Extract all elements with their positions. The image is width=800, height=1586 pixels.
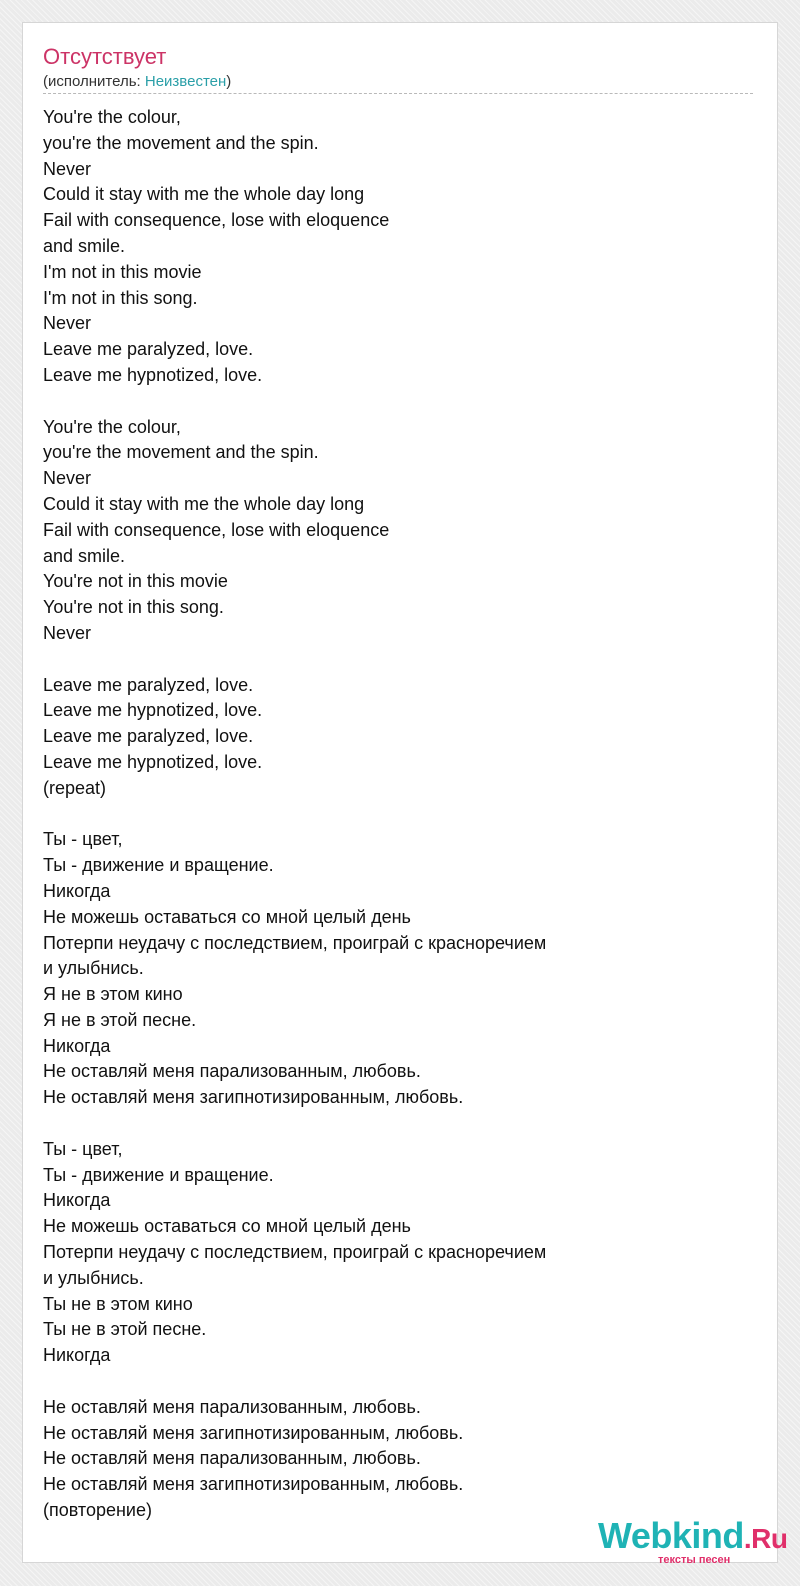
lyric-line: Не оставляй меня загипнотизированным, любовь. (43, 1474, 464, 1495)
lyric-line: Ты - движение и вращение. (43, 1164, 274, 1185)
stanza-break (43, 1111, 743, 1137)
lyric-line: Never (43, 158, 92, 179)
lyric-line: Не можешь оставаться со мной целый день (43, 906, 411, 927)
lyric-line: Fail with consequence, lose with eloquence (43, 519, 390, 540)
lyric-line: You're not in this movie (43, 571, 228, 592)
lyric-line: Leave me paralyzed, love. (43, 726, 254, 747)
lyric-line: Leave me hypnotized, love. (43, 364, 263, 385)
lyric-line: I'm not in this song. (43, 287, 198, 308)
lyric-line: Никогда (43, 1345, 111, 1366)
lyric-line: Never (43, 313, 92, 334)
artist-link[interactable]: Неизвестен (144, 73, 227, 90)
lyric-line: Никогда (43, 880, 111, 901)
lyric-line: Я не в этой песне. (43, 1009, 197, 1030)
webkind-logo[interactable] (598, 1515, 788, 1573)
lyric-line: Не оставляй меня парализованным, любовь. (43, 1448, 421, 1469)
lyric-line: you're the movement and the spin. (43, 442, 319, 463)
lyric-line: Я не в этом кино (43, 984, 183, 1005)
lyric-line: Leave me paralyzed, love. (43, 339, 254, 360)
lyric-line: Потерпи неудачу с последствием, проиграй с красноречием (43, 932, 547, 953)
lyric-line: Ты не в этой песне. (43, 1319, 207, 1340)
lyric-line: and smile. (43, 545, 126, 566)
stanza-break (43, 802, 743, 828)
lyric-line: и улыбнись. (43, 1267, 144, 1288)
lyric-line: (repeat) (43, 777, 107, 798)
lyric-line: Ты не в этом кино (43, 1293, 193, 1314)
artist-line (43, 72, 231, 92)
lyric-line: Never (43, 622, 92, 643)
lyrics-card (22, 22, 788, 1566)
lyrics-text (43, 105, 743, 1524)
stanza-break (43, 647, 743, 673)
lyric-line: and smile. (43, 235, 126, 256)
stanza-break (43, 1369, 743, 1395)
song-title: Отсутствует (43, 44, 167, 69)
lyric-line: Leave me hypnotized, love. (43, 700, 263, 721)
lyric-line: You're the colour, (43, 107, 181, 127)
lyric-line: Не оставляй меня загипнотизированным, любовь. (43, 1422, 464, 1443)
lyric-line: Ты - цвет, (43, 1138, 123, 1159)
lyric-line: Ты - движение и вращение. (43, 855, 274, 876)
lyric-line: You're not in this song. (43, 597, 224, 618)
lyric-line: Could it stay with me the whole day long (43, 493, 365, 514)
lyric-line: Could it stay with me the whole day long (43, 184, 365, 205)
lyric-line: You're the colour, (43, 416, 181, 437)
lyric-line: Ты - цвет, (43, 829, 123, 850)
lyric-line: you're the movement and the spin. (43, 132, 319, 153)
lyric-line: Не оставляй меня парализованным, любовь. (43, 1061, 421, 1082)
lyric-line: Не можешь оставаться со мной целый день (43, 1216, 411, 1237)
lyric-line: Leave me hypnotized, love. (43, 751, 263, 772)
title-divider (43, 93, 753, 94)
lyric-line: Leave me paralyzed, love. (43, 674, 254, 695)
lyric-line: (повторение) (43, 1500, 152, 1521)
lyric-line: Потерпи неудачу с последствием, проиграй с красноречием (43, 1242, 547, 1263)
stanza-break (43, 389, 743, 415)
lyric-line: и улыбнись. (43, 958, 144, 979)
lyric-line: Fail with consequence, lose with eloquence (43, 210, 390, 231)
artist-prefix: (исполнитель: (43, 73, 145, 90)
lyric-line: Never (43, 468, 92, 489)
lyric-line: Никогда (43, 1035, 111, 1056)
lyric-line: I'm not in this movie (43, 261, 202, 282)
lyric-line: Не оставляй меня загипнотизированным, любовь. (43, 1087, 464, 1108)
lyric-line: Не оставляй меня парализованным, любовь. (43, 1396, 421, 1417)
artist-suffix: ) (226, 73, 232, 90)
logo-tagline: тексты песен (658, 1554, 731, 1566)
lyric-line: Никогда (43, 1190, 111, 1211)
logo-tld: .Ru (743, 1523, 788, 1554)
logo-brand: Webkind (598, 1515, 744, 1556)
